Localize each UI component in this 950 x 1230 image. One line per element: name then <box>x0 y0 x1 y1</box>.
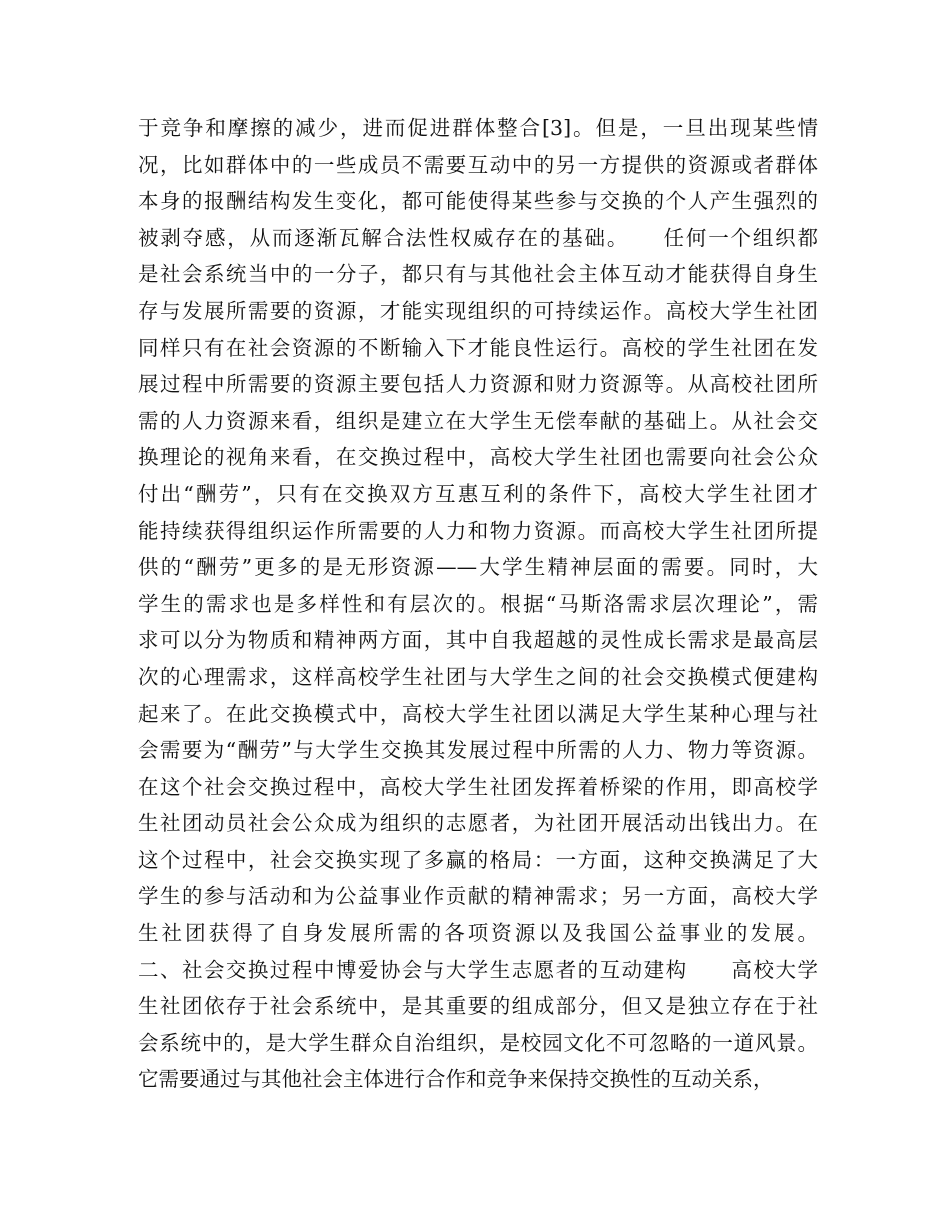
text-line: 能持续获得组织运作所需要的人力和物力资源。而高校大学生社团所提 <box>138 518 818 543</box>
text-line: 同样只有在社会资源的不断输入下才能良性运行。高校的学生社团在发 <box>138 335 818 360</box>
text-line: 二、社会交换过程中博爱协会与大学生志愿者的互动建构 高校大学 <box>138 957 818 982</box>
text-line: 这个过程中，社会交换实现了多赢的格局：一方面，这种交换满足了大 <box>138 847 818 872</box>
text-line: 于竞争和摩擦的减少，进而促进群体整合[3]。但是，一旦出现某些情 <box>138 116 818 140</box>
text-line: 存与发展所需要的资源，才能实现组织的可持续运作。高校大学生社团 <box>138 298 818 323</box>
text-line: 会系统中的，是大学生群众自治组织，是校园文化不可忽略的一道风景。 <box>138 1030 818 1055</box>
text-line: 展过程中所需要的资源主要包括人力资源和财力资源等。从高校社团所 <box>138 372 818 397</box>
text-line: 生社团获得了自身发展所需的各项资源以及我国公益事业的发展。 <box>138 921 818 946</box>
text-line: 付出“酬劳”，只有在交换双方互惠互利的条件下，高校大学生社团才 <box>138 481 818 506</box>
text-line: 供的“酬劳”更多的是无形资源——大学生精神层面的需要。同时，大 <box>138 555 818 580</box>
text-line: 生社团依存于社会系统中，是其重要的组成部分，但又是独立存在于社 <box>138 994 818 1019</box>
text-line: 学生的需求也是多样性和有层次的。根据“马斯洛需求层次理论”，需 <box>138 591 818 616</box>
text-line: 被剥夺感，从而逐渐瓦解合法性权威存在的基础。 任何一个组织都 <box>138 225 818 250</box>
text-line: 需的人力资源来看，组织是建立在大学生无偿奉献的基础上。从社会交 <box>138 408 818 433</box>
text-line: 它需要通过与其他社会主体进行合作和竞争来保持交换性的互动关系， <box>138 1067 774 1092</box>
text-line: 起来了。在此交换模式中，高校大学生社团以满足大学生某种心理与社 <box>138 701 818 726</box>
text-line: 本身的报酬结构发生变化，都可能使得某些参与交换的个人产生强烈的 <box>138 189 818 214</box>
text-line: 生社团动员社会公众成为组织的志愿者，为社团开展活动出钱出力。在 <box>138 811 818 836</box>
text-line: 是社会系统当中的一分子，都只有与其他社会主体互动才能获得自身生 <box>138 262 818 287</box>
text-line: 换理论的视角来看，在交换过程中，高校大学生社团也需要向社会公众 <box>138 445 818 470</box>
text-line: 会需要为“酬劳”与大学生交换其发展过程中所需的人力、物力等资源。 <box>138 738 818 763</box>
text-line: 次的心理需求，这样高校学生社团与大学生之间的社会交换模式便建构 <box>138 664 818 689</box>
text-line: 学生的参与活动和为公益事业作贡献的精神需求；另一方面，高校大学 <box>138 884 818 909</box>
text-line: 求可以分为物质和精神两方面，其中自我超越的灵性成长需求是最高层 <box>138 628 818 653</box>
body-text <box>138 110 818 1098</box>
text-line: 在这个社会交换过程中，高校大学生社团发挥着桥梁的作用，即高校学 <box>138 774 818 799</box>
text-line: 况，比如群体中的一些成员不需要互动中的另一方提供的资源或者群体 <box>138 152 818 177</box>
